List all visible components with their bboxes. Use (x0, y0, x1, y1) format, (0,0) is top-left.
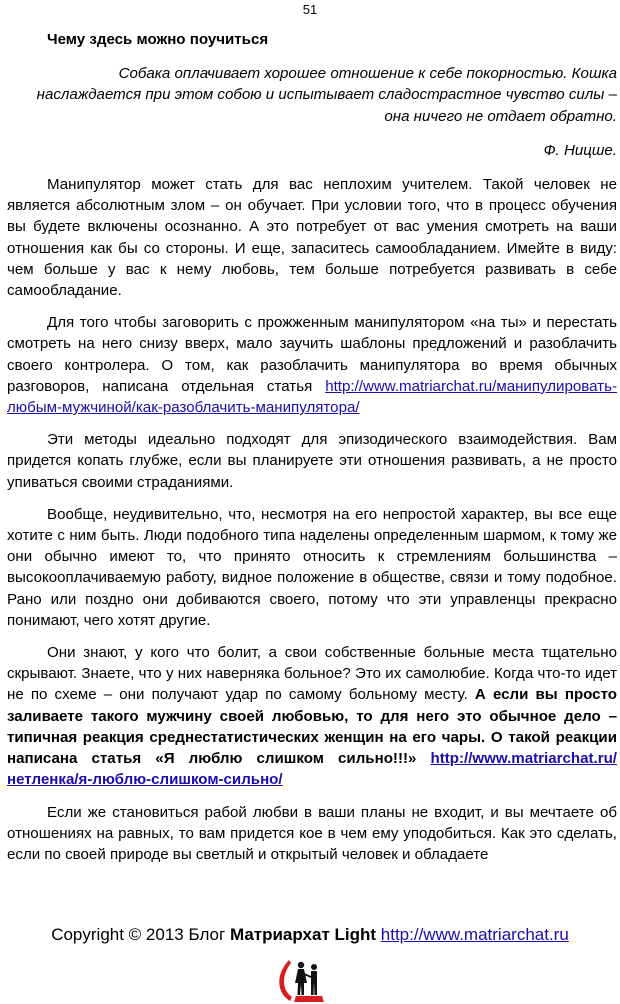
love-too-much-article-link[interactable]: http://www.matriarchat.ru/нетленка/я-люблю-слишком-сильно/ (7, 750, 617, 789)
manipulator-article-link[interactable]: http://www.matriarchat.ru/манипулировать-любым-мужчиной/как-разоблачить-манипулятора/ (7, 377, 617, 417)
paragraph-5-bold: А если вы просто заливаете такого мужчину своей любовью, то для него это обычное дело – типичная реакция среднестатистических женщин на его чары. О такой реакции написана статья «Я люблю слишком сильно!!!» (7, 686, 617, 768)
page-content (7, 29, 617, 865)
paragraph-4: Вообще, неудивительно, что, несмотря на его непростой характер, вы все еще хотите с ним быть. Люди подобного типа наделены определенным шармом, к тому же они обычно имеют то, что принято относить к стремлениям большинства – высокооплачиваемую работу, видное положение в обществе, связи и тому подобное. Рано или поздно они добиваются своего, потому что эти управленцы прекрасно понимают, чего хотят другие. (7, 505, 617, 629)
footer-url-link[interactable]: http://www.matriarchat.ru (380, 925, 569, 944)
paragraph-1: Манипулятор может стать для вас неплохим учителем. Такой человек не является абсолютным злом – он обучает. При условии того, что в процесс обучения вы будете включены осознанно. А это потребует от вас умения смотреть на ваши отношения как бы со стороны. И еще, запаситесь самообладанием. Имейте в виду: чем больше у вас к нему любовь, тем больше потребуется развивать в себе самообладание. (7, 176, 617, 300)
paragraph-6: Если же становиться рабой любви в ваши планы не входит, и вы мечтаете об отношениях на равных, то вам придется кое в чем ему уподобиться. Как это сделать, если по своей природе вы светлый и открытый человек и обладаете (7, 803, 617, 863)
epigraph-line-1: Собака оплачивает хорошее отношение к себе покорностью. Кошка (118, 65, 617, 83)
page-number: 51 (302, 2, 318, 17)
paragraph-2-text: Для того чтобы заговорить с прожженным манипулятором «на ты» и перестать смотреть на него снизу вверх, мало заучить шаблоны предложений и разоблачить своего контролера. О том, как разоблачить манипулятора во время обычных разговоров, написана отдельная статья (7, 314, 617, 395)
epigraph (7, 63, 617, 161)
matriarchat-logo-icon (272, 952, 332, 1004)
epigraph-line-3: она ничего не отдает обратно. (384, 107, 617, 125)
footer (0, 925, 620, 945)
paragraph-2 (7, 312, 617, 418)
epigraph-line-2: наслаждается при этом собою и испытывает сладострастное чувство силы – (36, 86, 617, 104)
footer-brand: Матриархат Light (229, 925, 377, 944)
paragraph-3: Эти методы идеально подходят для эпизодического взаимодействия. Вам придется копать глубже, если вы планируете эти отношения развивать, а не просто упиваться своими страданиями. (7, 431, 617, 491)
epigraph-author: Ф. Ницше. (543, 141, 617, 159)
section-heading: Чему здесь можно поучиться (47, 31, 269, 48)
paragraph-5-text: Они знают, у кого что болит, а свои собственные больные места тщательно скрывают. Знаете, что у них наверняка больное? Это их самолюбие. Когда что-то идет не по схеме – они получают удар по самому больному месту. (7, 644, 617, 704)
footer-copyright: Copyright © 2013 Блог (51, 925, 226, 944)
paragraph-5 (7, 642, 617, 790)
